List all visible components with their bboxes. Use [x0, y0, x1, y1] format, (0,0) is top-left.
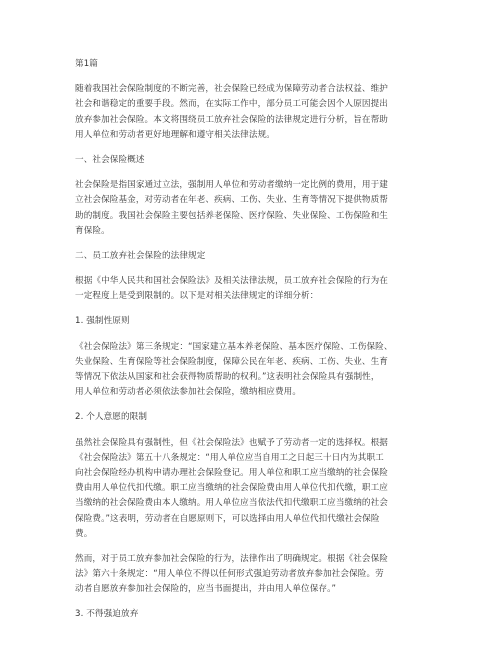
- spacer: [75, 72, 431, 82]
- text-line: 一定程度上是受到限制的。以下是对相关法律规定的详细分析：: [75, 291, 319, 302]
- text-line: 社会和谐稳定的重要手段。然而，在实际工作中，部分员工可能会因个人原因提出: [75, 99, 388, 110]
- section-title: [75, 153, 431, 168]
- text-line: 然而，对于员工放弃参加社会保险的行为，法律作出了明确规定。根据《社会保险: [75, 553, 388, 564]
- text-line: 等情况下依法从国家和社会获得物质帮助的权利。”这表明社会保险具有强制性，: [75, 372, 380, 382]
- text-line: 费。: [75, 528, 93, 539]
- spacer: [75, 168, 431, 178]
- document-body: [75, 57, 431, 623]
- text-line: 社会保险是指国家通过立法，强制用人单位和劳动者缴纳一定比例的费用，用于建: [75, 180, 388, 191]
- text-line: 《社会保险法》第三条规定：“国家建立基本养老保险、基本医疗保险、工伤保险、: [75, 341, 393, 352]
- text-line: 当缴纳的社会保险费由本人缴纳。用人单位应当依法代扣代缴职工应当缴纳的社会: [75, 498, 388, 509]
- section-title: [75, 249, 431, 264]
- text-line: 随着我国社会保险制度的不断完善，社会保险已经成为保障劳动者合法权益、维护: [75, 84, 388, 95]
- text-line: 3. 不得强迫放弃: [75, 609, 139, 620]
- text-line: 《社会保险法》第五十八条规定：“用人单位应当自用工之日起三十日内为其职工: [75, 452, 384, 463]
- text-line: 立社会保险基金，对劳动者在年老、疾病、工伤、失业、生育等情况下提供物质帮: [75, 195, 388, 206]
- spacer: [75, 143, 431, 153]
- intro-paragraph: [75, 82, 431, 143]
- text-line: 根据《中华人民共和国社会保险法》及相关法律法规，员工放弃社会保险的行为在: [75, 276, 388, 287]
- spacer: [75, 304, 431, 314]
- text-line: 保险费。”这表明，劳动者在自愿原则下，可以选择由用人单位代扣代缴社会保险: [75, 513, 380, 524]
- section-heading: 第1篇: [75, 59, 98, 69]
- spacer: [75, 330, 431, 340]
- subsection-title: [75, 410, 431, 425]
- spacer: [75, 264, 431, 274]
- text-line: 法》第六十条规定：“用人单位不得以任何形式强迫劳动者放弃参加社会保险。劳: [75, 569, 384, 580]
- text-line: 1. 强制性原则: [75, 316, 130, 327]
- text-line: 费由用人单位代扣代缴。职工应当缴纳的社会保险费由用人单位代扣代缴，职工应: [75, 483, 388, 494]
- text-line: 二、员工放弃社会保险的法律规定: [75, 250, 206, 261]
- subsection-title: [75, 314, 431, 329]
- paragraph: [75, 436, 431, 542]
- text-line: 育保险。: [75, 225, 110, 236]
- text-line: 向社会保险经办机构申请办理社会保险登记。用人单位和职工应当缴纳的社会保险: [75, 467, 388, 478]
- text-line: 用人单位和劳动者更好地理解和遵守相关法律法规。: [75, 129, 275, 140]
- spacer: [75, 400, 431, 410]
- spacer: [75, 426, 431, 436]
- paragraph: [75, 552, 431, 598]
- subsection-title: [75, 607, 431, 622]
- paragraph: [75, 274, 431, 304]
- paragraph: [75, 340, 431, 401]
- text-line: 助的制度。我国社会保险主要包括养老保险、医疗保险、失业保险、工伤保险和生: [75, 210, 388, 221]
- text-line: 放弃参加社会保险。本文将围绕员工放弃社会保险的法律规定进行分析，旨在帮助: [75, 114, 388, 125]
- text-line: 用人单位和劳动者必须依法参加社会保险，缴纳相应费用。: [75, 387, 302, 398]
- text-line: 动者自愿放弃参加社会保险的，应当书面提出，并由用人单位保存。”: [75, 584, 337, 595]
- text-line: 失业保险、生育保险等社会保险制度，保障公民在年老、疾病、工伤、失业、生育: [75, 356, 388, 367]
- spacer: [75, 239, 431, 249]
- spacer: [75, 597, 431, 607]
- spacer: [75, 542, 431, 552]
- paragraph: [75, 178, 431, 239]
- text-line: 2. 个人意愿的限制: [75, 412, 148, 423]
- text-line: 一、社会保险概述: [75, 154, 145, 165]
- text-line: 虽然社会保险具有强制性，但《社会保险法》也赋予了劳动者一定的选择权。根据: [75, 437, 388, 448]
